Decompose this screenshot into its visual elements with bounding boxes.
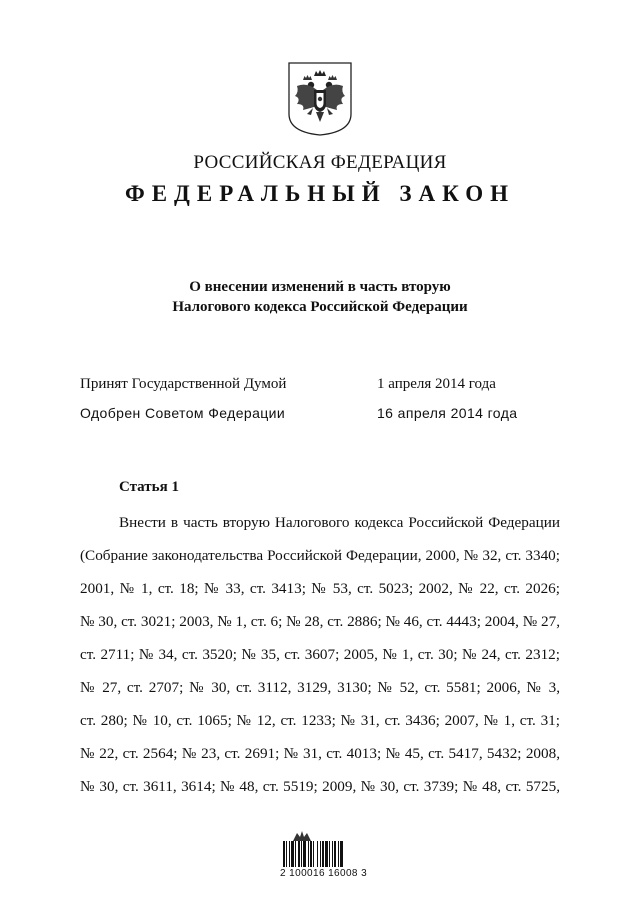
article-text-line: ст. 280; № 10, ст. 1065; № 12, ст. 1233; № 31, ст. 3436; 2007, № 1, ст. 31;: [80, 712, 560, 729]
article-text-line: Внести в часть вторую Налогового кодекса Российской Федерации: [119, 514, 560, 531]
council-approval-label: Одобрен Советом Федерации: [80, 405, 286, 421]
duma-adoption-date: 1 апреля 2014 года: [377, 376, 496, 392]
barcode-icon: [282, 841, 364, 867]
barcode-number: 2 100016 16008 3: [280, 868, 368, 879]
law-subject-line-2: Налогового кодекса Российской Федерации: [172, 299, 468, 315]
coat-of-arms-icon: [287, 62, 353, 136]
law-subject-line-1: О внесении изменений в часть вторую: [189, 279, 451, 295]
emblem-mark-icon: [291, 829, 313, 841]
country-heading: РОССИЙСКАЯ ФЕДЕРАЦИЯ: [193, 152, 447, 173]
document-type-heading: ФЕДЕРАЛЬНЫЙ ЗАКОН: [124, 181, 516, 206]
article-text-line: ст. 2711; № 34, ст. 3520; № 35, ст. 3607; 2005, № 1, ст. 30; № 24, ст. 2312;: [80, 646, 560, 663]
article-text-line: № 30, ст. 3611, 3614; № 48, ст. 5519; 2009, № 30, ст. 3739; № 48, ст. 5725,: [80, 778, 560, 795]
article-title: Статья 1: [119, 479, 179, 495]
council-approval-date: 16 апреля 2014 года: [377, 405, 518, 421]
article-text-line: № 27, ст. 2707; № 30, ст. 3112, 3129, 3130; № 52, ст. 5581; 2006, № 3,: [80, 679, 560, 696]
article-text-line: 2001, № 1, ст. 18; № 33, ст. 3413; № 53, ст. 5023; 2002, № 22, ст. 2026;: [80, 580, 560, 597]
duma-adoption-label: Принят Государственной Думой: [80, 376, 287, 392]
article-text-line: № 30, ст. 3021; 2003, № 1, ст. 6; № 28, ст. 2886; № 46, ст. 4443; 2004, № 27,: [80, 613, 560, 630]
article-text-line: № 22, ст. 2564; № 23, ст. 2691; № 31, ст. 4013; № 45, ст. 5417, 5432; 2008,: [80, 745, 560, 762]
article-text-line: (Собрание законодательства Российской Федерации, 2000, № 32, ст. 3340;: [80, 547, 560, 564]
